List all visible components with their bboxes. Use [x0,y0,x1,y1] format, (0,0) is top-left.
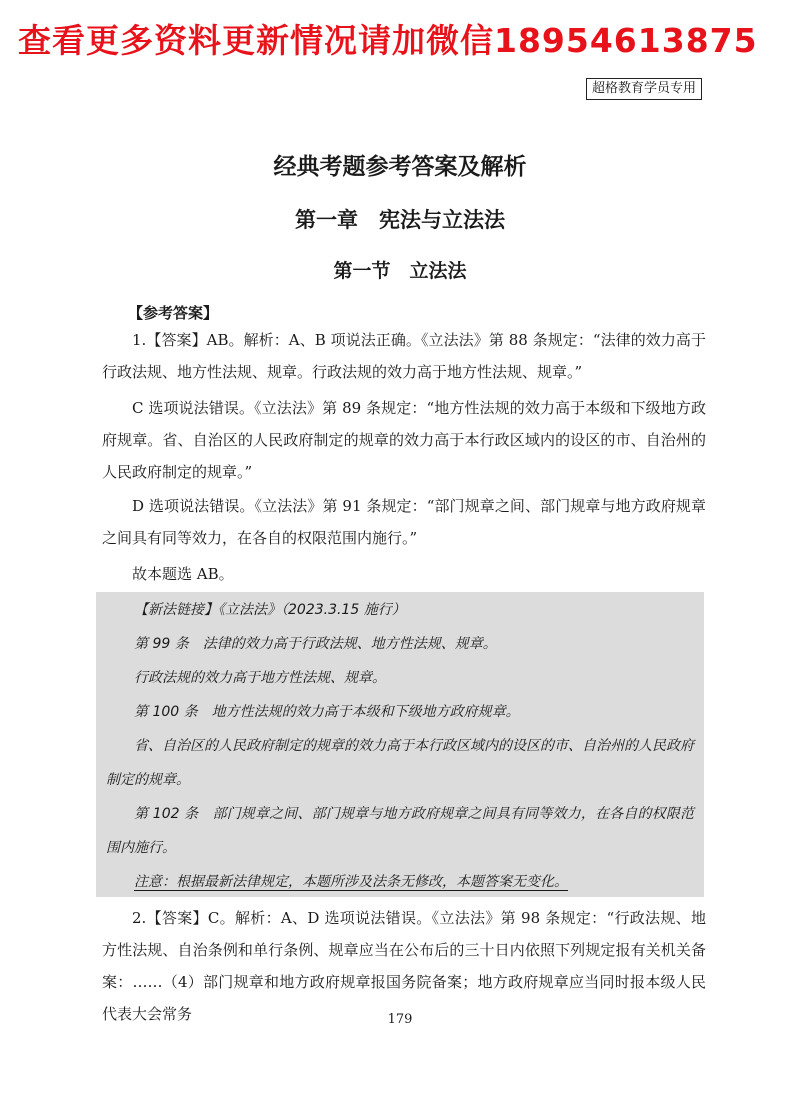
note-line [106,865,694,899]
answer-paragraph: C 选项说法错误。《立法法》第 89 条规定：“地方性法规的效力高于本级和下级地方政府规章。省、自治区的人民政府制定的规章的效力高于本行政区域内的设区的市、自治州的人民政府制定的规章。” [102,399,706,481]
answer-paragraph: 1.【答案】AB。解析：A、B 项说法正确。《立法法》第 88 条规定：“法律的效力高于行政法规、地方性法规、规章。行政法规的效力高于地方性法规、规章。” [102,331,706,381]
answer-paragraph: 2.【答案】C。解析：A、D 选项说法错误。《立法法》第 98 条规定：“行政法规、地方性法规、自治条例和单行条例、规章应当在公布后的三十日内依照下列规定报有关机关备案：……（4）部门规章和地方政府规章报国务院备案；地方政府规章应当同时报本级人民代表大会常务 [102,909,706,1023]
law-article-line: 第 100 条 地方性法规的效力高于本级和下级地方政府规章。 [134,704,520,720]
page-number: 179 [387,1012,413,1027]
student-badge: 超格教育学员专用 [586,78,702,100]
new-law-header: 【新法链接】《立法法》（2023.3.15 施行） [134,602,406,618]
page-title: 经典考题参考答案及解析 [273,153,527,180]
law-article-line: 省、自治区的人民政府制定的规章的效力高于本行政区域内的设区的市、自治州的人民政府制定的规章。 [106,738,694,788]
note-text: 注意：根据最新法律规定，本题所涉及法条无修改，本题答案无变化。 [134,874,568,890]
chapter-heading: 第一章 宪法与立法法 [295,207,505,232]
law-article-line: 第 99 条 法律的效力高于行政法规、地方性法规、规章。 [134,636,497,652]
answer-label: 【参考答案】 [128,304,219,322]
answer-paragraph: D 选项说法错误。《立法法》第 91 条规定：“部门规章之间、部门规章与地方政府规章之间具有同等效力，在各自的权限范围内施行。” [102,497,706,547]
law-article-line: 第 102 条 部门规章之间、部门规章与地方政府规章之间具有同等效力，在各自的权限范围内施行。 [106,806,694,856]
law-article-line: 行政法规的效力高于地方性法规、规章。 [134,670,386,686]
watermark-banner: 查看更多资料更新情况请加微信18954613875 [18,21,758,60]
section-heading: 第一节 立法法 [333,260,467,282]
answer-paragraph: 故本题选 AB。 [132,565,234,583]
